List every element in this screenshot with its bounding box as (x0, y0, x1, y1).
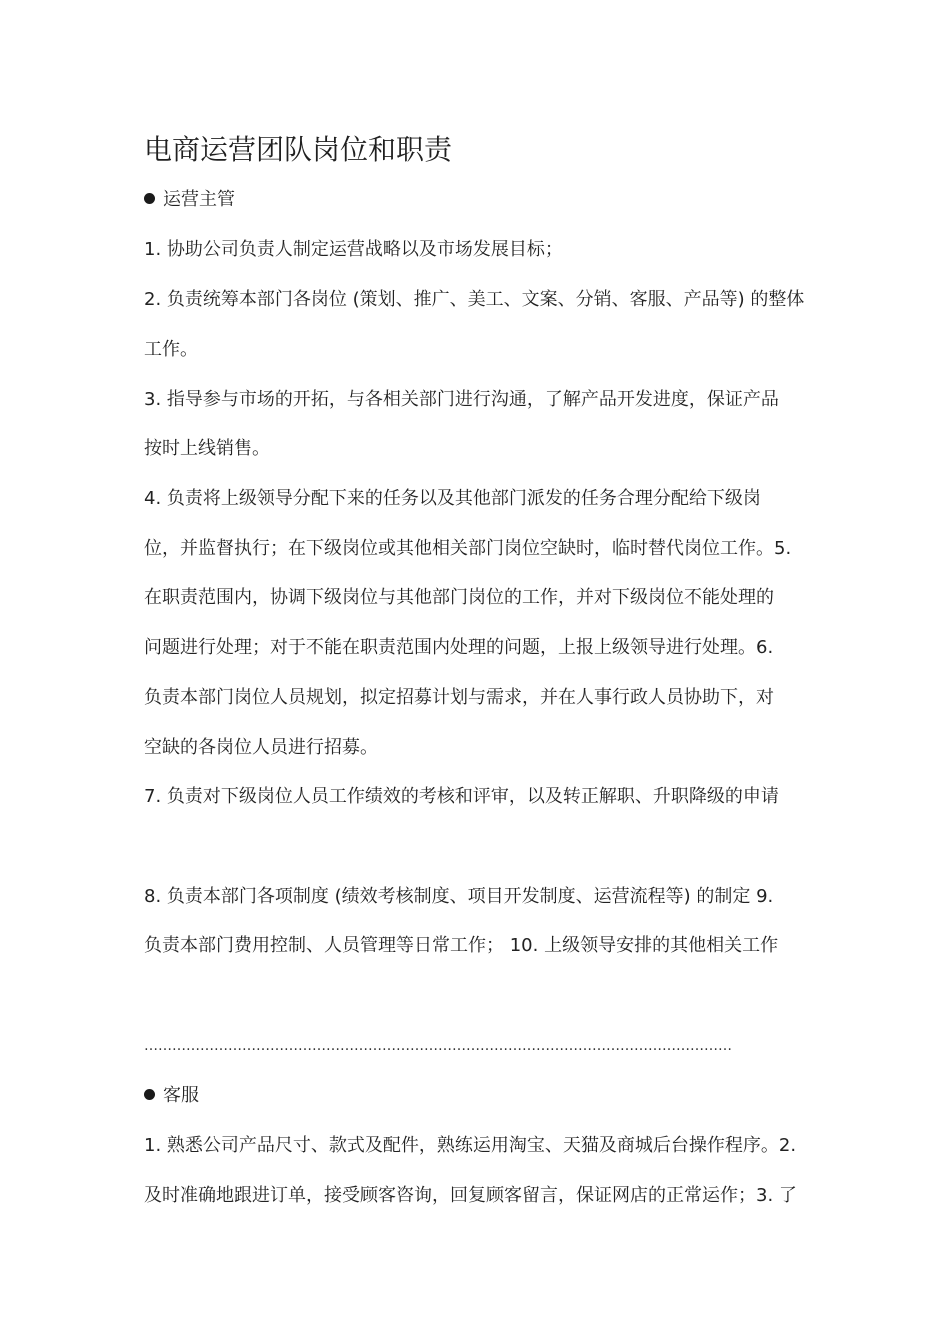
dotted-divider: ……………………………………………………………………………………………………………… (144, 1038, 732, 1054)
body-line: 位，并监督执行；在下级岗位或其他相关部门岗位空缺时，临时替代岗位工作。5. (144, 538, 792, 559)
body-line: 2. 负责统筹本部门各岗位 (策划、推广、美工、文案、分销、客服、产品等) 的整体 (144, 289, 805, 310)
body-line: 负责本部门岗位人员规划，拟定招募计划与需求，并在人事行政人员协助下，对 (144, 687, 774, 708)
section-heading-text: 客服 (163, 1085, 199, 1106)
body-line: 问题进行处理；对于不能在职责范围内处理的问题，上报上级领导进行处理。6. (144, 637, 774, 658)
section-heading-text: 运营主管 (163, 189, 235, 210)
body-line: 8. 负责本部门各项制度 (绩效考核制度、项目开发制度、运营流程等) 的制定 9. (144, 886, 774, 907)
body-line: 在职责范围内，协调下级岗位与其他部门岗位的工作，并对下级岗位不能处理的 (144, 587, 774, 608)
document-title: 电商运营团队岗位和职责 (144, 133, 453, 166)
body-line: 1. 熟悉公司产品尺寸、款式及配件，熟练运用淘宝、天猫及商城后台操作程序。2. (144, 1135, 797, 1156)
bullet-dot-icon (144, 193, 155, 204)
body-line: 负责本部门费用控制、人员管理等日常工作； 10. 上级领导安排的其他相关工作 (144, 935, 779, 956)
body-line: 及时准确地跟进订单，接受顾客咨询，回复顾客留言，保证网店的正常运作；3. 了 (144, 1185, 797, 1206)
body-line: 按时上线销售。 (144, 438, 270, 459)
body-line: 4. 负责将上级领导分配下来的任务以及其他部门派发的任务合理分配给下级岗 (144, 488, 761, 509)
body-line: 3. 指导参与市场的开拓，与各相关部门进行沟通，了解产品开发进度，保证产品 (144, 389, 779, 410)
section-heading-customer-service (144, 1082, 199, 1110)
bullet-dot-icon (144, 1089, 155, 1100)
body-line: 工作。 (144, 339, 198, 360)
body-line: 1. 协助公司负责人制定运营战略以及市场发展目标； (144, 239, 563, 260)
section-heading-operations-manager (144, 186, 235, 214)
body-line: 7. 负责对下级岗位人员工作绩效的考核和评审，以及转正解职、升职降级的申请 (144, 786, 779, 807)
body-line: 空缺的各岗位人员进行招募。 (144, 737, 378, 758)
